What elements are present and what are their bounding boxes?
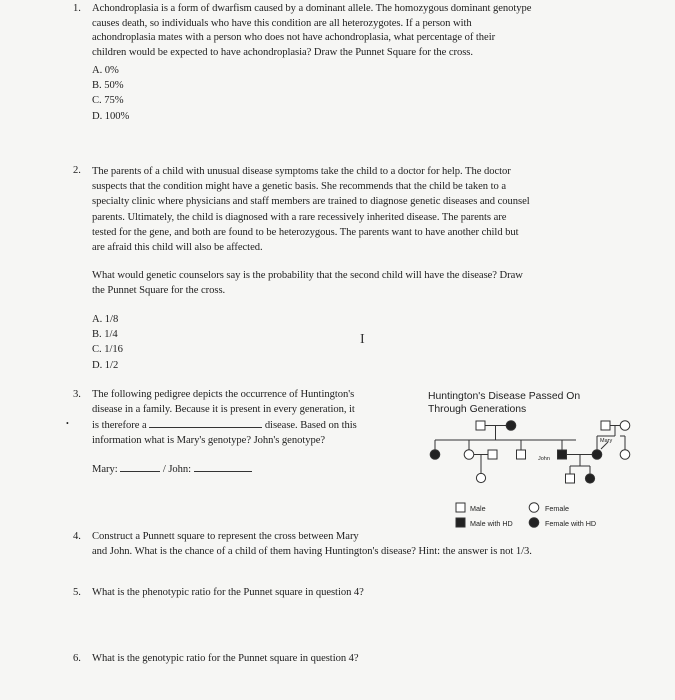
legend-female-hd-label: Female with HD	[545, 519, 597, 528]
answer-option: A. 1/8	[92, 314, 119, 325]
text-line: specialty clinic where physicians and staff members are trained to diagnose genetic diseases and counsel	[92, 196, 530, 208]
text-line: disease in a family. Because it is present in every generation, it	[92, 403, 355, 415]
gen1-male	[476, 421, 485, 430]
question-1-text	[92, 2, 531, 60]
answer-option: D. 100%	[92, 110, 130, 122]
gen2-female	[464, 450, 474, 460]
answer-option: D. 1/2	[92, 359, 119, 371]
question-1-options	[92, 63, 129, 124]
question-2-text	[92, 164, 530, 255]
mary-label: Mary:	[92, 464, 118, 475]
legend-female-hd-icon	[529, 518, 539, 528]
question-number: 2.	[73, 165, 81, 176]
answer-option: B. 50%	[92, 80, 124, 92]
genotype-answer-line	[92, 461, 252, 478]
answer-option: C. 1/16	[92, 344, 123, 356]
gen2-male-2	[517, 450, 526, 459]
text-line: parents. Ultimately, the child is diagnosed with a rare recessively inherited disease. The parents are	[92, 211, 507, 223]
gen3-male	[566, 474, 575, 483]
mary-label: Mary	[600, 438, 613, 444]
question-6-text: What is the genotypic ratio for the Punnet square in question 4?	[92, 653, 359, 664]
text-fragment: disease. Based on this	[264, 420, 357, 432]
gen2-female-affected	[430, 450, 440, 460]
answer-option: A. 0%	[92, 65, 119, 76]
question-5-text: What is the phenotypic ratio for the Punnet square in question 4?	[92, 587, 364, 598]
text-line: suspects that the condition might have a genetic basis. She recommends that the child be taken to a	[92, 181, 506, 193]
text-line: information what is Mary's genotype? John's genotype?	[92, 434, 326, 446]
pedigree-figure	[420, 386, 640, 536]
john-label: / John:	[162, 464, 192, 475]
question-3-text	[92, 388, 357, 448]
text-line: the Punnet Square for the cross.	[92, 285, 226, 297]
question-number: 5.	[73, 587, 81, 598]
question-2-options	[92, 312, 123, 373]
text-line: are afraid this child will also be affected.	[92, 242, 263, 254]
text-fragment: is therefore a	[92, 420, 147, 432]
answer-option: C. 75%	[92, 95, 124, 107]
legend-male-icon	[456, 503, 465, 512]
text-line: and John. What is the chance of a child of them having Huntington's disease? Hint: the answer is not 1/3.	[92, 545, 532, 557]
text-line: Achondroplasia is a form of dwarfism caused by a dominant allele. The homozygous dominant genotype	[92, 3, 532, 14]
text-line: Construct a Punnett square to represent the cross between Mary	[92, 531, 359, 542]
legend-male-hd-icon	[456, 518, 465, 527]
question-number: 4.	[73, 531, 81, 542]
legend-female-icon	[529, 503, 539, 513]
legend-male-label: Male	[470, 504, 486, 513]
text-line: The parents of a child with unusual disease symptoms take the child to a doctor for help. The doctor	[92, 166, 511, 177]
bullet-mark: •	[66, 419, 69, 428]
john-genotype-blank[interactable]	[194, 461, 252, 472]
question-number: 6.	[73, 653, 81, 664]
question-number: 3.	[73, 389, 81, 400]
answer-option: B. 1/4	[92, 329, 118, 341]
fill-in-blank[interactable]	[149, 417, 262, 428]
text-line: The following pedigree depicts the occurrence of Huntington's	[92, 389, 355, 400]
pedigree-title-line: Through Generations	[428, 404, 527, 415]
mary-genotype-blank[interactable]	[120, 461, 160, 472]
pedigree-title-line: Huntington's Disease Passed On	[428, 391, 581, 402]
legend-female-label: Female	[545, 504, 569, 513]
john-male-affected	[558, 450, 567, 459]
gen2-male	[488, 450, 497, 459]
text-line: achondroplasia mates with a person who does not have achondroplasia, what percentage of their	[92, 32, 496, 44]
text-line: What would genetic counselors say is the probability that the second child will have the disease? Draw	[92, 270, 523, 281]
pedigree-chart	[420, 386, 640, 536]
gen3-female	[476, 473, 485, 482]
text-cursor-icon: I	[360, 332, 365, 347]
text-line: causes death, so individuals who have this condition are all heterozygotes. If a person with	[92, 17, 472, 29]
gen3-female-affected	[585, 474, 594, 483]
gen2-female-right	[620, 450, 630, 460]
text-line: tested for the gene, and both are found to be heterozygous. The parents want to have another child but	[92, 226, 519, 238]
gen1-male-right	[601, 421, 610, 430]
question-2-prompt	[92, 268, 523, 298]
text-line: children would be expected to have achondroplasia? Draw the Punnet Square for the cross.	[92, 46, 473, 58]
legend-male-hd-label: Male with HD	[470, 519, 513, 528]
john-label: John	[538, 456, 550, 462]
text-line	[92, 417, 357, 434]
gen1-female-affected	[506, 421, 516, 431]
question-4-text	[92, 530, 532, 559]
mary-female-affected	[592, 450, 602, 460]
gen1-female-right	[620, 421, 630, 431]
question-number: 1.	[73, 3, 81, 14]
